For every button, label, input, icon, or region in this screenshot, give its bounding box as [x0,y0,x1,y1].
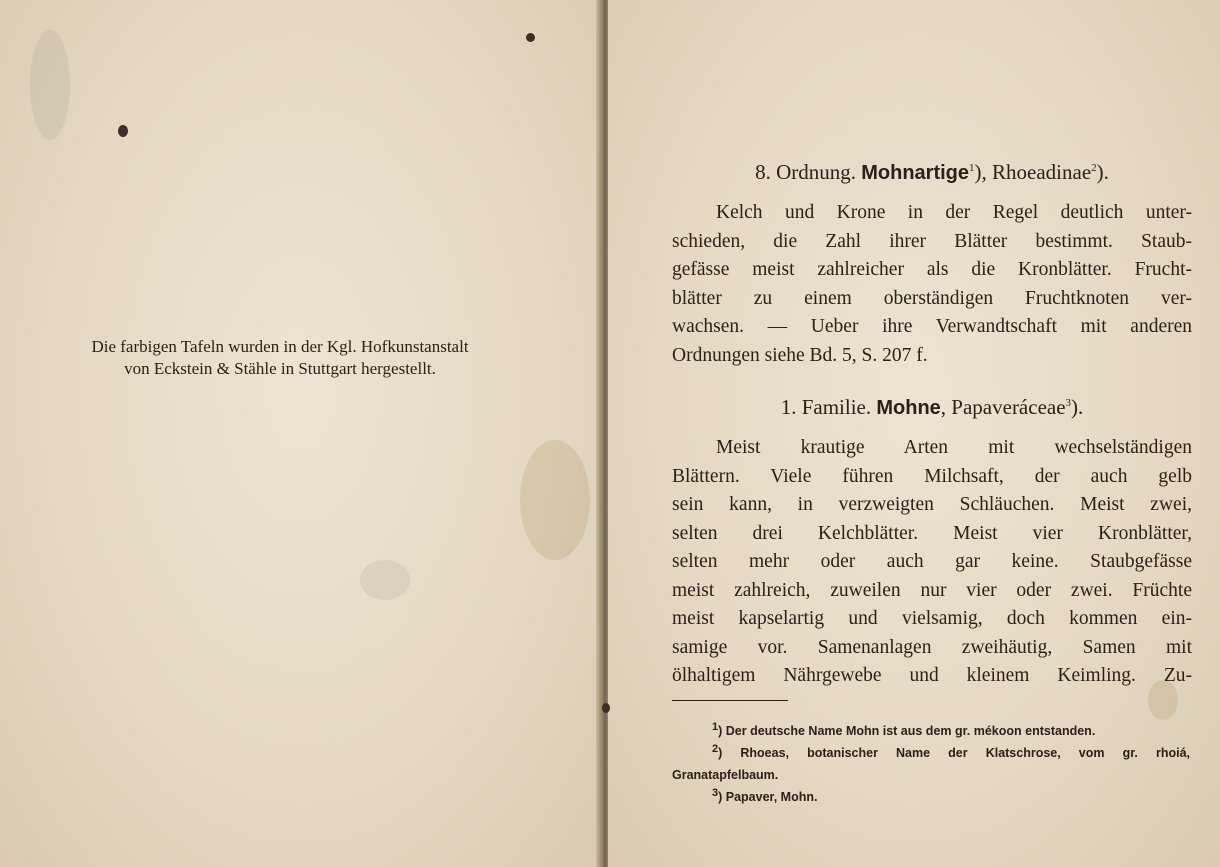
left-page [0,0,600,867]
footnote-2 [672,742,1190,764]
footnotes [672,720,1190,808]
footnote-text: ) Der deutsche Name Mohn ist aus dem gr. mékoon entstanden. [718,724,1096,738]
order-name-latin: ), Rhoeadinae [974,160,1092,184]
text-line: ölhaltigem Nährgewebe und kleinem Keimling. Zu- [672,665,1192,686]
family-number: 1. Familie. [780,395,872,419]
footnote-text: ) Papaver, Mohn. [718,790,818,804]
imprint-line: von Eckstein & Stähle in Stuttgart hergestellt. [124,359,436,378]
family-name-latin: , Papaveráceae [940,395,1066,419]
family-paragraph [672,434,1192,691]
text-line: Blättern. Viele führen Milchsaft, der auch gelb [672,465,1192,487]
text-line: selten mehr oder auch gar keine. Staubgefässe [672,551,1192,572]
order-number: 8. Ordnung. [755,160,856,184]
text-line: selten drei Kelchblätter. Meist vier Kronblätter, [672,522,1192,544]
order-heading [672,158,1192,187]
text-line: Meist krautige Arten mit wechselständigen [716,437,1192,458]
main-text [672,158,1192,691]
text-line: blätter zu einem oberständigen Fruchtknoten ver- [672,287,1192,309]
text-line: meist kapselartig und vielsamig, doch kommen ein- [672,608,1192,629]
footnote-mark: 2 [712,742,719,755]
footnote-ref-3: 3 [1065,397,1072,409]
ink-speck [118,125,128,137]
family-name-german: Mohne [876,397,941,419]
text-line: samige vor. Samenanlagen zweihäutig, Samen mit [672,636,1192,658]
footnote-text: ) Rhoeas, botanischer Name der Klatschrose, vom gr. rhoiá, [718,746,1190,760]
footnote-3 [672,786,1190,808]
ink-speck [526,33,535,42]
text-line: schieden, die Zahl ihrer Blätter bestimmt. Staub- [672,230,1192,252]
footnote-ref-1: 1 [969,162,975,174]
order-paragraph [672,199,1192,370]
footnote-1 [672,720,1190,742]
footnote-mark: 1 [712,720,719,733]
printer-imprint [0,336,560,380]
text-line: Ordnungen siehe Bd. 5, S. 207 f. [672,344,928,366]
text-line: sein kann, in verzweigten Schläuchen. Meist zwei, [672,494,1192,515]
footnote-2-continued: Granatapfelbaum. [672,768,779,782]
paper-stain [520,440,590,560]
order-name-german: Mohnartige [861,162,970,184]
imprint-line: Die farbigen Tafeln wurden in der Kgl. Hofkunstanstalt [91,337,469,356]
family-heading [672,393,1192,422]
footnote-ref-2: 2 [1091,162,1097,174]
text-line: meist zahlreich, zuweilen nur vier oder zwei. Früchte [672,579,1192,601]
order-heading-end: ). [1096,160,1109,184]
footnote-divider [672,700,788,701]
text-line: gefässe meist zahlreicher als die Kronblätter. Frucht- [672,259,1192,280]
ink-speck [602,703,610,713]
family-heading-end: ). [1071,395,1084,419]
text-line: wachsen. — Ueber ihre Verwandtschaft mit anderen [672,316,1192,337]
text-line: Kelch und Krone in der Regel deutlich unter- [716,202,1192,223]
footnote-mark: 3 [712,786,719,799]
paper-stain [30,30,70,140]
paper-stain [360,560,410,600]
